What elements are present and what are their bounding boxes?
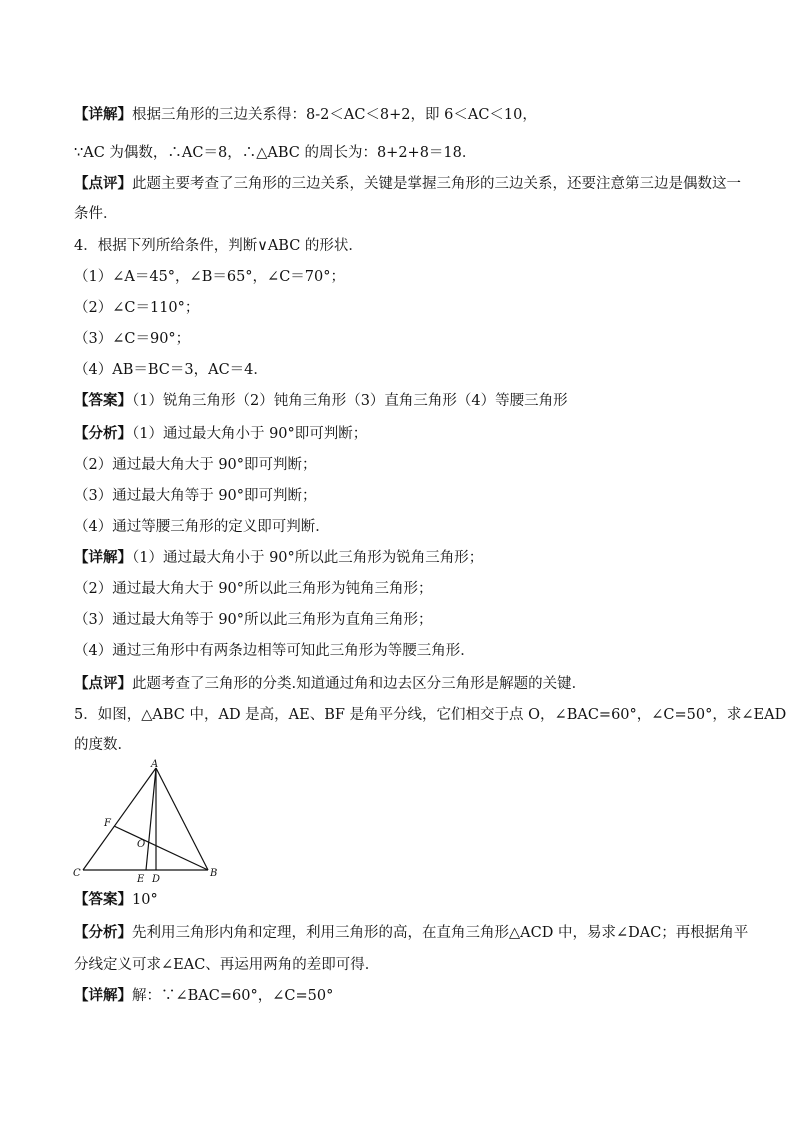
analysis-5: 【分析】先利用三角形内角和定理，利用三角形的高，在直角三角形△ACD 中，易求∠DAC；再根据角平 [74, 924, 749, 941]
comment-tag: 【点评】 [74, 675, 132, 692]
detail-tag: 【详解】 [74, 549, 132, 566]
question-5: 5．如图，△ABC 中，AD 是高，AE、BF 是角平分线，它们相交于点 O，∠BAC=60°，∠C=50°，求∠EAD [74, 707, 787, 723]
condition-1: （1）∠A＝45°，∠B＝65°，∠C＝70°； [74, 269, 345, 285]
label-d: D [152, 874, 161, 885]
condition-2: （2）∠C＝110°； [74, 300, 200, 316]
answer-tag: 【答案】 [74, 392, 132, 409]
bisector-ae [146, 768, 156, 870]
label-a: A [151, 759, 159, 770]
comment-tag: 【点评】 [74, 175, 132, 192]
question-5-2: 的度数． [74, 737, 132, 753]
label-e: E [137, 874, 145, 885]
detail-4-1: 【详解】（1）通过最大角小于 90°所以此三角形为锐角三角形； [74, 549, 484, 566]
condition-4: （4）AB＝BC＝3，AC＝4． [74, 362, 268, 378]
detail-tag: 【详解】 [74, 106, 132, 123]
label-c: C [73, 868, 81, 879]
condition-3: （3）∠C＝90°； [74, 331, 191, 347]
detail-tag: 【详解】 [74, 987, 132, 1004]
detail-4-2: （2）通过最大角大于 90°所以此三角形为钝角三角形； [74, 581, 433, 597]
detail-5: 【详解】解：∵∠BAC=60°，∠C=50° [74, 987, 334, 1004]
analysis-4-1: 【分析】（1）通过最大角小于 90°即可判断； [74, 425, 368, 442]
detail-line-q3: 【详解】根据三角形的三边关系得：8-2＜AC＜8+2，即 6＜AC＜10， [74, 106, 537, 123]
answer-tag: 【答案】 [74, 891, 132, 908]
analysis-4-4: （4）通过等腰三角形的定义即可判断． [74, 519, 330, 535]
analysis-4-3: （3）通过最大角等于 90°即可判断； [74, 488, 317, 504]
question-4: 4．根据下列所给条件，判断∨ABC 的形状． [74, 238, 363, 254]
detail-4-4: （4）通过三角形中有两条边相等可知此三角形为等腰三角形． [74, 643, 475, 659]
detail-4-3: （3）通过最大角等于 90°所以此三角形为直角三角形； [74, 612, 433, 628]
label-b: B [210, 868, 218, 879]
analysis-tag: 【分析】 [74, 425, 132, 442]
analysis-tag: 【分析】 [74, 924, 132, 941]
answer-4: 【答案】（1）锐角三角形（2）钝角三角形（3）直角三角形（4）等腰三角形 [74, 392, 568, 409]
detail-line-q3-2: ∵AC 为偶数，∴AC＝8，∴△ABC 的周长为：8+2+8＝18． [74, 145, 477, 161]
analysis-5-2: 分线定义可求∠EAC、再运用两角的差即可得． [74, 957, 380, 973]
analysis-4-2: （2）通过最大角大于 90°即可判断； [74, 457, 317, 473]
side-ab [156, 768, 208, 870]
comment-line-q3: 【点评】此题主要考查了三角形的三边关系，关键是掌握三角形的三边关系，还要注意第三边是偶数这一 [74, 175, 741, 192]
side-ca [83, 768, 156, 870]
answer-5: 【答案】10° [74, 891, 158, 908]
label-o: O [137, 839, 146, 850]
comment-4: 【点评】此题考查了三角形的分类.知道通过角和边去区分三角形是解题的关键． [74, 675, 587, 692]
bisector-bf [114, 826, 208, 870]
triangle-figure [70, 758, 230, 886]
label-f: F [104, 818, 111, 829]
comment-line-q3-2: 条件． [74, 206, 118, 222]
